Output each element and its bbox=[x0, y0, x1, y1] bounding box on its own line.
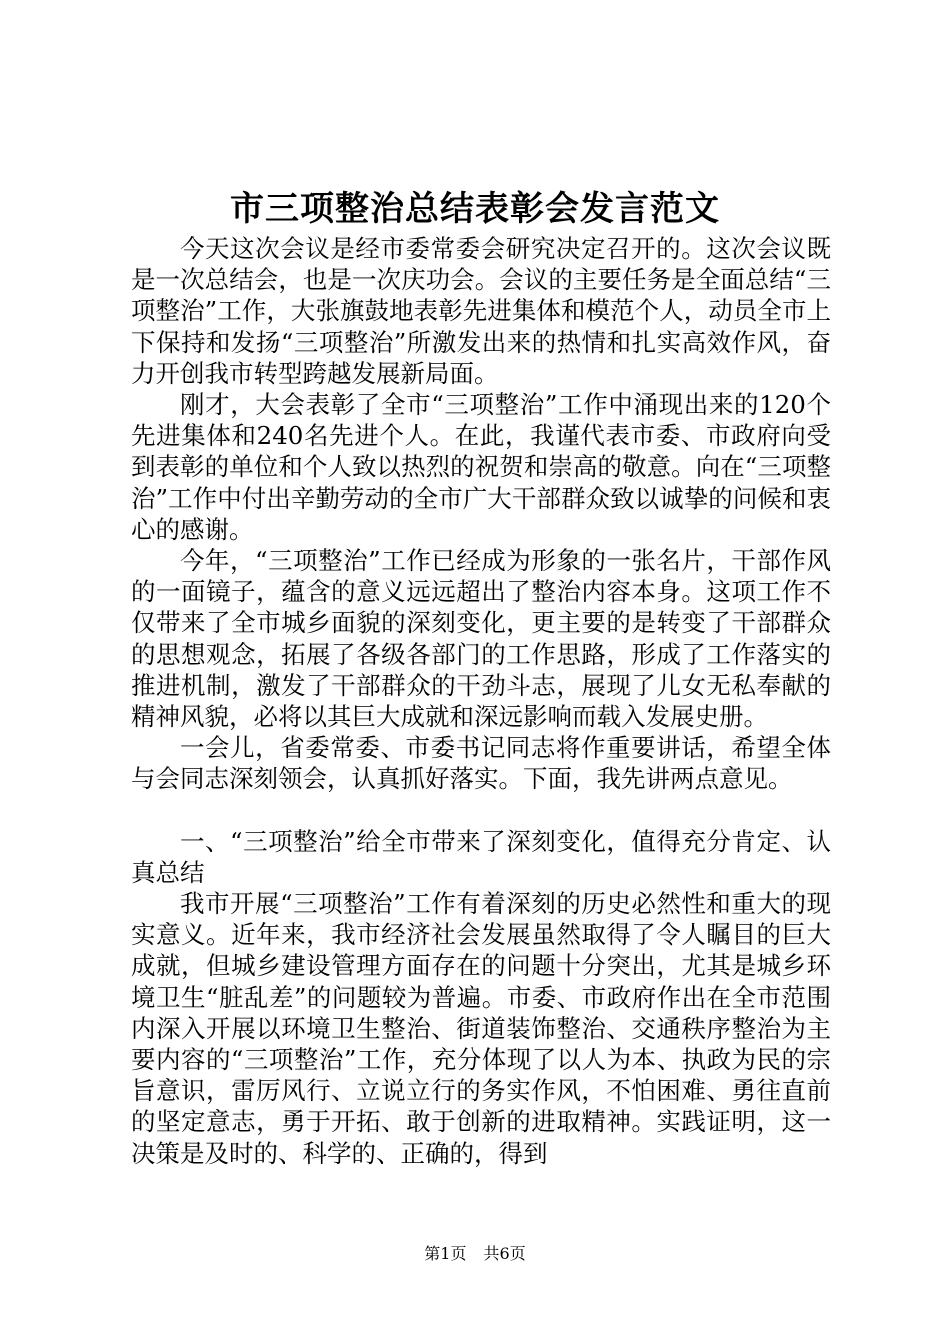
paragraph-3: 今年，“三项整治”工作已经成为形象的一张名片，干部作风的一面镜子，蕴含的意义远远超出了整治内容本身。这项工作不仅带来了全市城乡面貌的深刻变化，更主要的是转变了干部群众的思想观念，拓展了各级各部门的工作思路，形成了工作落实的推进机制，激发了干部群众的干劲斗志，展现了儿女无私奉献的精神风貌，必将以其巨大成就和深远影响而载入发展史册。 bbox=[131, 546, 831, 732]
document-title: 市三项整治总结表彰会发言范文 bbox=[230, 189, 720, 229]
page-total: 共6页 bbox=[483, 1244, 526, 1263]
paragraph-2: 刚才，大会表彰了全市“三项整治”工作中涌现出来的120个先进集体和240名先进个人。在此，我谨代表市委、市政府向受到表彰的单位和个人致以热烈的祝贺和崇高的敬意。向在“三项整治”工作中付出辛勤劳动的全市广大干部群众致以诚挚的问候和衷心的感谢。 bbox=[131, 390, 831, 544]
paragraph-4: 一会儿，省委常委、市委书记同志将作重要讲话，希望全体与会同志深刻领会，认真抓好落实。下面，我先讲两点意见。 bbox=[131, 733, 831, 794]
page-number: 第1页 bbox=[424, 1244, 467, 1263]
page-footer bbox=[0, 1243, 950, 1265]
section-paragraph: 我市开展“三项整治”工作有着深刻的历史必然性和重大的现实意义。近年来，我市经济社会发展虽然取得了令人瞩目的巨大成就，但城乡建设管理方面存在的问题十分突出，尤其是城乡环境卫生“脏乱差”的问题较为普遍。市委、市政府作出在全市范围内深入开展以环境卫生整治、街道装饰整治、交通秩序整治为主要内容的“三项整治”工作，充分体现了以人为本、执政为民的宗旨意识，雷厉风行、立说立行的务实作风，不怕困难、勇往直前的坚定意志，勇于开拓、敢于创新的进取精神。实践证明，这一决策是及时的、科学的、正确的，得到 bbox=[131, 889, 831, 1168]
paragraph-1: 今天这次会议是经市委常委会研究决定召开的。这次会议既是一次总结会，也是一次庆功会。会议的主要任务是全面总结“三项整治”工作，大张旗鼓地表彰先进集体和模范个人，动员全市上下保持和发扬“三项整治”所激发出来的热情和扎实高效作风，奋力开创我市转型跨越发展新局面。 bbox=[131, 234, 831, 388]
section-heading: 一、“三项整治”给全市带来了深刻变化，值得充分肯定、认真总结 bbox=[131, 826, 831, 887]
document-body bbox=[131, 233, 831, 1169]
